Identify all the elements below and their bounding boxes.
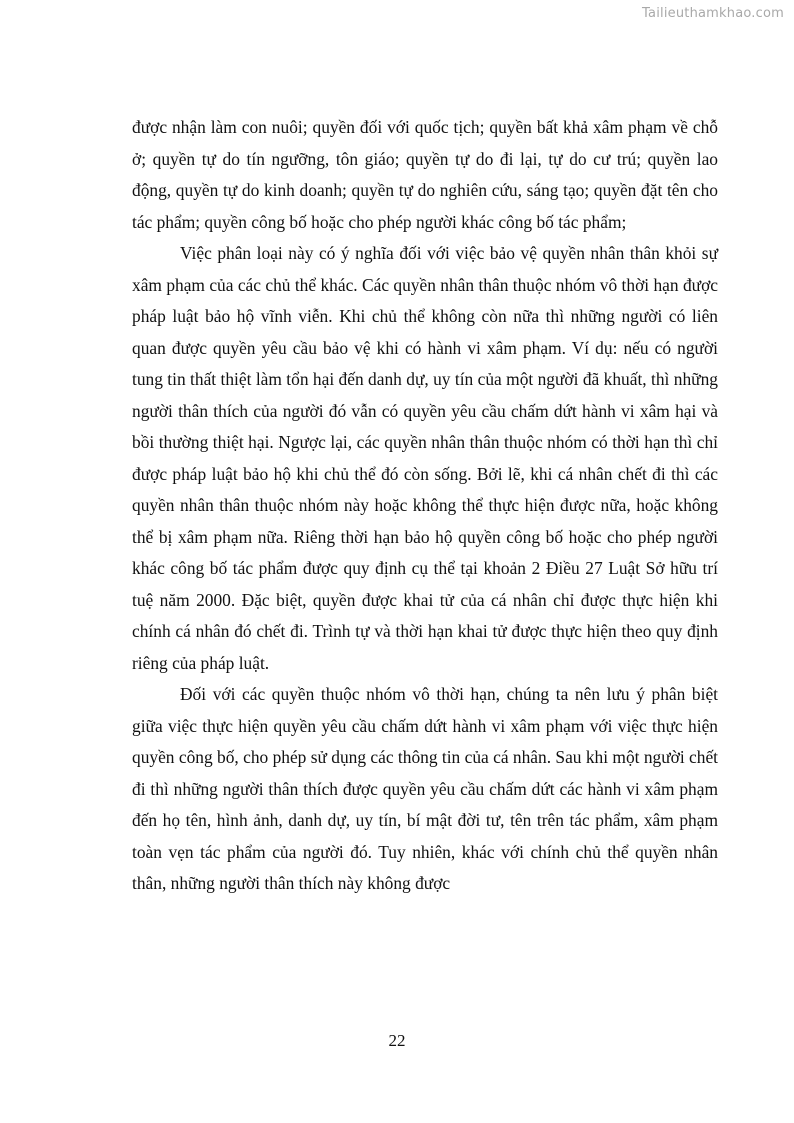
watermark: Tailieuthamkhao.com xyxy=(642,6,784,21)
page-number: 22 xyxy=(388,1031,406,1050)
paragraph-continued: được nhận làm con nuôi; quyền đối với quốc tịch; quyền bất khả xâm phạm về chỗ ở; quyền tự do tín ngưỡng, tôn giáo; quyền tự do đi lại, tự do cư trú; quyền lao động, quyền tự do kinh doanh; quyền tự do nghiên cứu, sáng tạo; quyền đặt tên cho tác phẩm; quyền công bố hoặc cho phép người khác công bố tác phẩm; xyxy=(132,117,718,232)
body-text xyxy=(132,112,718,900)
paragraph-classification: Việc phân loại này có ý nghĩa đối với việc bảo vệ quyền nhân thân khỏi sự xâm phạm của các chủ thể khác. Các quyền nhân thân thuộc nhóm vô thời hạn được pháp luật bảo hộ vĩnh viễn. Khi chủ thể không còn nữa thì những người có liên quan được quyền yêu cầu bảo vệ khi có hành vi xâm phạm. Ví dụ: nếu có người tung tin thất thiệt làm tổn hại đến danh dự, uy tín của một người đã khuất, thì những người thân thích của người đó vẫn có quyền yêu cầu chấm dứt hành vi xâm hại và bồi thường thiệt hại. Ngược lại, các quyền nhân thân thuộc nhóm có thời hạn thì chỉ được pháp luật bảo hộ khi chủ thể đó còn sống. Bởi lẽ, khi cá nhân chết đi thì các quyền nhân thân thuộc nhóm này hoặc không thể thực hiện được nữa, hoặc không thể bị xâm phạm nữa. Riêng thời hạn bảo hộ quyền công bố hoặc cho phép người khác công bố tác phẩm được quy định cụ thể tại khoản 2 Điều 27 Luật Sở hữu trí tuệ năm 2000. Đặc biệt, quyền được khai tử của cá nhân chỉ được thực hiện khi chính cá nhân đó chết đi. Trình tự và thời hạn khai tử được thực hiện theo quy định riêng của pháp luật. xyxy=(132,243,718,673)
paragraph-indefinite-rights: Đối với các quyền thuộc nhóm vô thời hạn, chúng ta nên lưu ý phân biệt giữa việc thực hiện quyền yêu cầu chấm dứt hành vi xâm phạm với việc thực hiện quyền công bố, cho phép sử dụng các thông tin của cá nhân. Sau khi một người chết đi thì những người thân thích được quyền yêu cầu chấm dứt các hành vi xâm phạm đến họ tên, hình ảnh, danh dự, uy tín, bí mật đời tư, tên trên tác phẩm, xâm phạm toàn vẹn tác phẩm của người đó. Tuy nhiên, khác với chính chủ thể quyền nhân thân, những người thân thích này không được xyxy=(132,684,718,893)
